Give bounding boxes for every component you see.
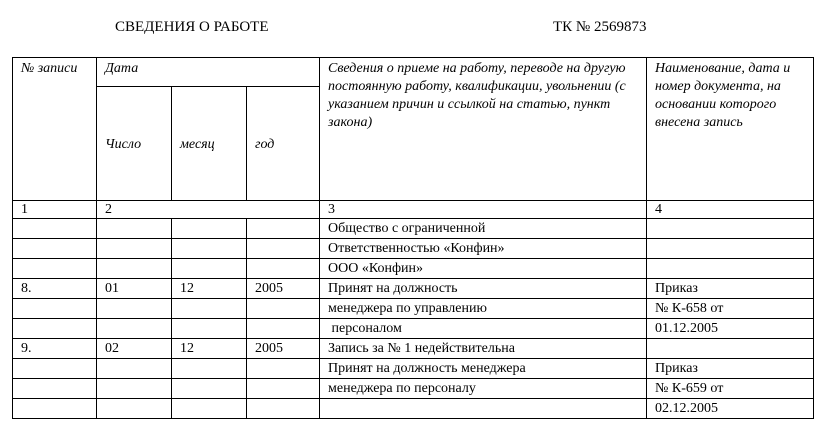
cell-year: 2005 — [247, 339, 320, 359]
cell-record-no — [13, 239, 97, 259]
table-row — [13, 259, 814, 279]
cell-info: ООО «Конфин» — [320, 259, 647, 279]
section-title: СВЕДЕНИЯ О РАБОТЕ — [115, 19, 269, 35]
header-record-no: № записи — [13, 58, 97, 201]
cell-year — [247, 239, 320, 259]
cell-info — [320, 399, 647, 419]
header-date: Дата — [97, 58, 320, 87]
cell-record-no: 8. — [13, 279, 97, 299]
cell-day — [97, 319, 172, 339]
cell-info: Общество с ограниченной — [320, 219, 647, 239]
column-numbers-row — [13, 201, 814, 219]
cell-info: менеджера по персоналу — [320, 379, 647, 399]
column-number: 2 — [97, 201, 320, 219]
cell-document — [647, 259, 814, 279]
cell-month — [172, 319, 247, 339]
cell-year — [247, 319, 320, 339]
cell-record-no — [13, 299, 97, 319]
cell-month — [172, 219, 247, 239]
column-number: 4 — [647, 201, 814, 219]
cell-info: Принят на должность — [320, 279, 647, 299]
cell-month — [172, 399, 247, 419]
cell-info: персоналом — [320, 319, 647, 339]
cell-year — [247, 259, 320, 279]
cell-day: 01 — [97, 279, 172, 299]
cell-month — [172, 359, 247, 379]
cell-record-no — [13, 379, 97, 399]
table-row — [13, 339, 814, 359]
cell-year — [247, 379, 320, 399]
cell-info: Принят на должность менеджера — [320, 359, 647, 379]
header-document: Наименование, дата и номер документа, на основании которого внесена запись — [647, 58, 814, 201]
cell-day: 02 — [97, 339, 172, 359]
cell-document: Приказ — [647, 359, 814, 379]
cell-record-no — [13, 359, 97, 379]
cell-day — [97, 359, 172, 379]
cell-month — [172, 259, 247, 279]
header-year: год — [247, 87, 320, 201]
cell-document — [647, 219, 814, 239]
cell-day — [97, 239, 172, 259]
table-row — [13, 299, 814, 319]
cell-year — [247, 219, 320, 239]
cell-record-no — [13, 219, 97, 239]
cell-day — [97, 379, 172, 399]
cell-document — [647, 239, 814, 259]
cell-record-no — [13, 319, 97, 339]
employment-records-table — [12, 57, 814, 419]
cell-month — [172, 299, 247, 319]
header-month: месяц — [172, 87, 247, 201]
cell-month — [172, 379, 247, 399]
cell-year — [247, 399, 320, 419]
cell-document — [647, 339, 814, 359]
header-day: Число — [97, 87, 172, 201]
table-row — [13, 379, 814, 399]
cell-year — [247, 299, 320, 319]
header-employment-info: Сведения о приеме на работу, переводе на другую постоянную работу, квалификации, увольнении (с указанием причин и ссылкой на статью, пункт закона) — [320, 58, 647, 201]
cell-record-no — [13, 399, 97, 419]
cell-document: № К-659 от — [647, 379, 814, 399]
cell-day — [97, 259, 172, 279]
table-row — [13, 319, 814, 339]
cell-month: 12 — [172, 339, 247, 359]
cell-info: менеджера по управлению — [320, 299, 647, 319]
cell-document: 02.12.2005 — [647, 399, 814, 419]
table-row — [13, 279, 814, 299]
cell-document: 01.12.2005 — [647, 319, 814, 339]
cell-day — [97, 399, 172, 419]
column-number: 1 — [13, 201, 97, 219]
table-row — [13, 359, 814, 379]
work-book-number: ТК № 2569873 — [553, 19, 647, 35]
cell-month: 12 — [172, 279, 247, 299]
cell-year — [247, 359, 320, 379]
cell-day — [97, 219, 172, 239]
table-row — [13, 399, 814, 419]
cell-document: № К-658 от — [647, 299, 814, 319]
cell-document: Приказ — [647, 279, 814, 299]
table-row — [13, 219, 814, 239]
column-number: 3 — [320, 201, 647, 219]
cell-record-no: 9. — [13, 339, 97, 359]
cell-info: Запись за № 1 недействительна — [320, 339, 647, 359]
cell-year: 2005 — [247, 279, 320, 299]
cell-info: Ответственностью «Конфин» — [320, 239, 647, 259]
table-row — [13, 239, 814, 259]
cell-month — [172, 239, 247, 259]
cell-record-no — [13, 259, 97, 279]
cell-day — [97, 299, 172, 319]
